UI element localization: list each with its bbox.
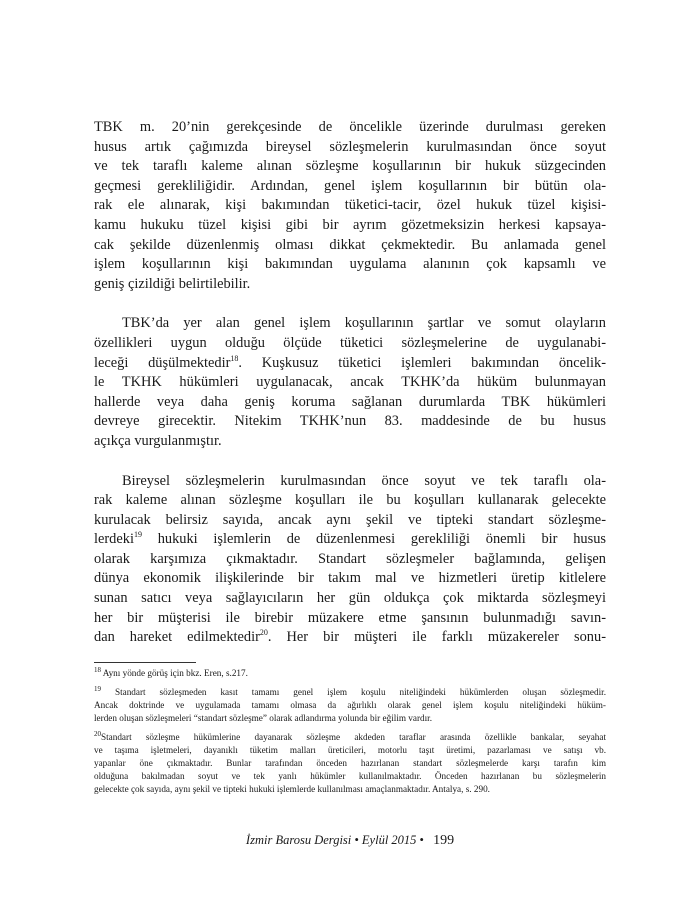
footnotes [94,667,606,802]
page-number: 199 [433,833,455,848]
footnote-20 [94,731,606,796]
text-line: Bireysel sözleşmelerin kurulmasından önce soyut ve tek taraflı ola- [122,472,606,489]
footnote-ref-18[interactable]: 18 [230,353,239,363]
text-line: sunan satıcı veya sağlayıcıların her gün oldukça çok miktarda sözleşmeyi [94,590,606,607]
paragraph-2 [94,314,606,451]
text-line: olarak karşımıza çıkmaktadır. Standart sözleşmeler bağlamında, gelişen [94,550,606,567]
footnote-line: lerden oluşan sözleşmeleri “standart sözleşme” olarak adlandırma yolunda bir eğilim vardır. [94,713,433,723]
footnote-line: gelecekte çok sayıda, aynı şekil ve tipteki hukuki işlemlerde kullanılması amaçlanmaktadır. Antalya, s. 290. [94,784,490,794]
text-line-with-footnote [94,354,606,374]
text-line: kurulacak belirsiz sayıda, ancak aynı şekil ve tipteki standart sözleşme- [94,511,606,528]
text-line: le TKHK hükümleri uygulanacak, ancak TKHK’da hüküm bulunmayan [94,374,606,391]
footnote-line: Ancak doktrinde ve uygulamada tamamı olmasa da ağırlıklı olarak genel işlem koşulu niteliğindeki hüküm- [94,700,606,710]
text-line: TBK m. 20’nin gerekçesinde de öncelikle üzerinde durulması gereken [94,119,606,135]
text-line: işlem koşullarının kişi bakımından uygulama alanının çok kapsamlı ve [94,256,606,273]
footnote-line [94,731,606,744]
footnote-19 [94,686,606,725]
footnote-ref-20[interactable]: 20 [259,628,268,638]
footnote-number: 18 [94,665,101,674]
text-line-with-footnote [94,530,606,550]
text-line: geçmesi gerekliliğidir. Ardından, genel işlem koşullarının bir bütün ola- [94,177,606,194]
footnote-line: olduğuna bakılmadan soyut ve tek yanlı hükümler kullanılmaktadır. Önceden hazırlanan bu sözleşmelerin [94,771,606,781]
text-line: husus artık çağımızda bireysel sözleşmelerin kurulmasından önce soyut [94,138,606,155]
footnote-18 [94,667,606,680]
footer-separator: • [416,833,428,847]
footnote-line: yapanlar öne çıkmaktadır. Bunlar tarafından önceden hazırlanan standart sözleşmelerde karşı tarafın kim [94,758,606,768]
text-line: hallerde veya daha geniş koruma sağlanan durumlarda TBK hükümleri [94,393,606,410]
journal-name: İzmir Barosu Dergisi [245,833,352,847]
text-segment: hukuki işlemlerin de düzenlenmesi gerekliliği önemli bir husus [141,531,606,548]
footer-separator: • [351,833,362,847]
issue-date: Eylül 2015 [361,833,417,847]
text-segment: dan hareket edilmektedir [94,629,260,646]
text-line: geniş çizildiği belirtilebilir. [94,275,251,292]
footnote-number: 20 [94,729,101,738]
text-line: devreye girecektir. Nitekim TKHK’nun 83. maddesinde de bu husus [94,413,606,430]
text-line: rak ele alınarak, kişi bakımından tüketici-tacir, özel hukuk tüzel kişisi- [94,197,606,214]
footnote-line [94,686,606,699]
footnote-text: Aynı yönde görüş için bkz. Eren, s.217. [102,668,248,678]
text-line: ve tek taraflı kaleme alınan sözleşme koşullarının bir hukuk süzgecinden [94,158,606,175]
text-line: her bir müşterisi ile birebir müzakere etme şansının bulunmadığı savın- [94,609,606,626]
text-segment: . Her bir müşteri ile farklı müzakereler sonu- [267,629,606,646]
footnote-number: 19 [94,684,101,693]
text-line: dünya ekonomik ilişkilerinde bir takım mal ve hizmetleri üretip kitlelere [94,570,606,587]
footnote-divider [94,662,196,663]
paragraph-3 [94,472,606,648]
text-line: açıkça vurgulanmıştır. [94,432,222,449]
footnote-ref-19[interactable]: 19 [133,530,142,540]
text-segment: lerdeki [94,531,134,548]
footnote-line: ve taşıma işletmeleri, dayanıklı tüketim malları üreticileri, motorlu taşıt üretimi, pazarlaması ve satışı vb. [94,745,606,755]
text-segment: leceği düşülmektedir [94,354,231,371]
text-line-with-footnote [94,628,606,648]
text-line: TBK’da yer alan genel işlem koşullarının şartlar ve somut olayların [122,315,606,332]
body-text [94,118,606,648]
paragraph-1 [94,118,606,294]
text-line: kamu hukuku tüzel kişisi gibi bir ayrım gözetmeksizin herkesi kapsaya- [94,216,606,233]
footnote-line [94,667,606,680]
text-line: rak kaleme alınan sözleşme koşulları ile bu koşulları kullanarak gelecekte [94,492,606,509]
running-footer [0,833,700,849]
text-line: cak şekilde düzenlenmiş olması dikkat çekmektedir. Bu anlamada genel [94,236,606,253]
text-line: özellikleri uygun olduğu ölçüde tüketici sözleşmelerine de uygulanabi- [94,334,606,351]
text-segment: . Kuşkusuz tüketici işlemleri bakımından öncelik- [238,354,606,371]
footnote-text: Standart sözleşme hükümlerine dayanarak sözleşme akdeden taraflar arasında özellikle bankalar, seyahat [101,732,606,742]
footnote-text: Standart sözleşmeden kasıt tamamı genel işlem koşulu niteliğindeki hükümlerden oluşan sözleşmedir. [114,687,606,697]
